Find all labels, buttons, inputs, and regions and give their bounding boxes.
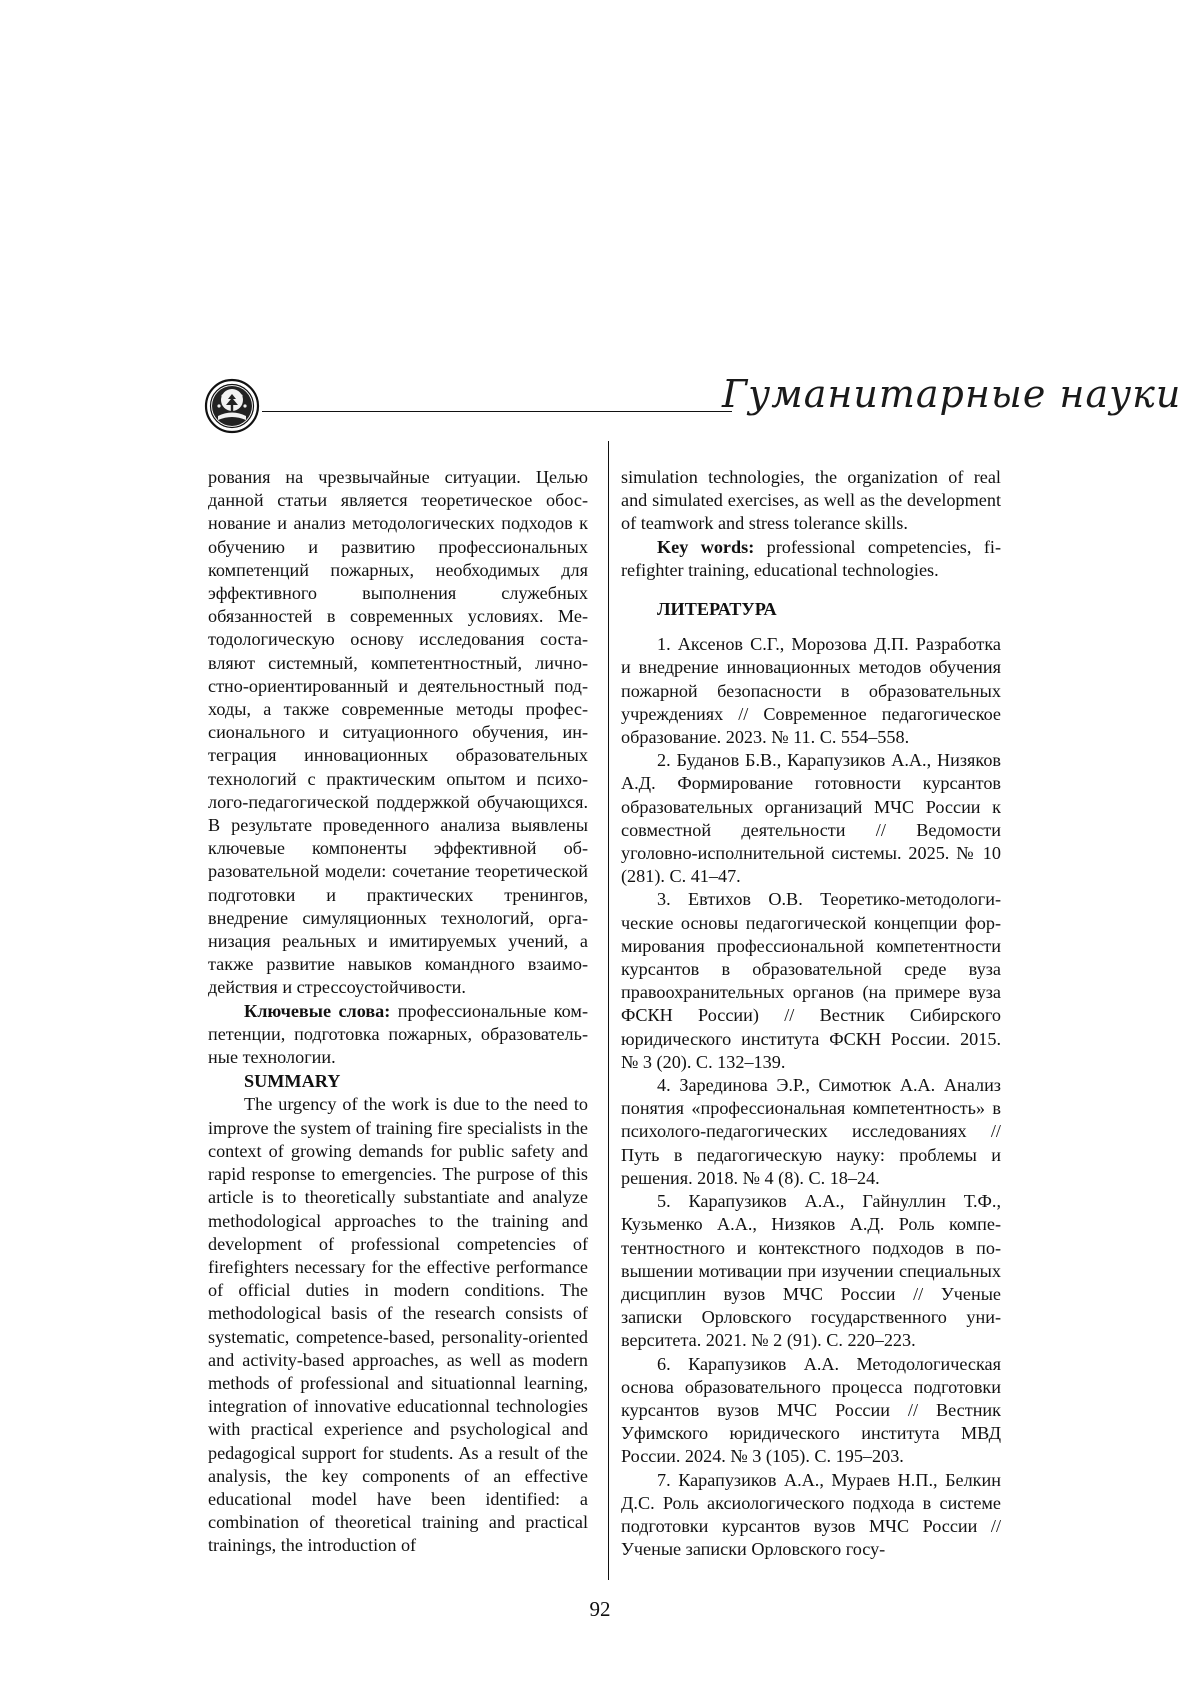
reference-item: 5. Карапузиков А.А., Гайнуллин Т.Ф., Кузьменко А.А., Низяков А.Д. Роль компетентностного и контекстного подходов в повышении мотивации при изучении специальных дисциплин вузов МЧС России // Ученые записки Орловского государственного университета. 2021. № 2 (91). С. 220–223.: [621, 1191, 1001, 1351]
summary-heading: SUMMARY: [244, 1071, 341, 1092]
column-divider: [608, 441, 609, 1580]
reference-item: 6. Карапузиков А.А. Методологическая основа образовательного процесса подготовки курсантов вузов МЧС России // Вестник Уфимского юридического института МВД России. 2024. № 3 (105). С. 195–203.: [621, 1353, 1001, 1467]
reference-item: 1. Аксенов С.Г., Морозова Д.П. Разработка и внедрение инновационных методов обучения пожарной безопасности в образовательных учреждениях // Современное педагогическое образование. 2023. № 11. С. 554–558.: [621, 634, 1001, 748]
reference-item: 3. Евтихов О.В. Теоретико-методологические основы педагогической концепции формирования профессиональной компетентности курсантов в образовательной среде вуза правоохранительных органов (на примере вуза ФСКН России) // Вестник Сибирского юридического института ФСКН России. 2015. № 3 (20). С. 132–139.: [621, 889, 1001, 1072]
running-header: [0, 0, 1200, 460]
reference-item: 4. Зарединова Э.Р., Симотюк А.А. Анализ понятия «профессиональная компетентность» в психолого-педагогических исследованиях // Путь в педагогическую науку: проблемы и решения. 2018. № 4 (8). С. 18–24.: [621, 1075, 1001, 1188]
reference-item: 7. Карапузиков А.А., Мураев Н.П., Белкин Д.С. Роль аксиологического подхода в системе подготовки курсантов вузов МЧС России // Ученые записки Орловского госу-: [621, 1469, 1001, 1560]
keywords-en-text: professional competencies, firefighter training, educational technologies.: [621, 536, 1001, 580]
section-title: Гуманитарные науки: [722, 372, 1182, 416]
keywords-ru: [208, 1000, 588, 1070]
right-column: [621, 466, 1001, 1561]
abstract-ru: рования на чрезвычайные ситуации. Целью данной статьи является теоретическое обоснование и анализ методологических подходов к обучению и развитию профессиональных компетенций пожарных, необходимых для эффективного выполнения служебных обязанностей в современных условиях. Методологическую основу исследования составляют системный, компетентностный, личностно-ориентированный и деятельностный подходы, а также современные методы профессионального и ситуационного обучения, интеграция инновационных образовательных технологий с практическим опытом и психолого-педагогической поддержкой обучающихся. В результате проведенного анализа выявлены ключевые компоненты эффективной образовательной модели: сочетание теоретической подготовки и практических тренингов, внедрение симуляционных технологий, организация реальных и имитируемых учений, а также развитие навыков командного взаимодействия и стрессоустойчивости.: [208, 467, 588, 998]
keywords-en-label: Key words:: [657, 536, 755, 557]
keywords-ru-text: профессиональные компетенции, подготовка пожарных, образовательные технологии.: [208, 1000, 588, 1068]
emblem-tree-icon: [204, 378, 260, 434]
reference-item: 2. Буданов Б.В., Карапузиков А.А., Низяков А.Д. Формирование готовности курсантов образовательных организаций МЧС России к совместной деятельности // Ведомости уголовно-исполнительной системы. 2025. № 10 (281). С. 41–47.: [621, 750, 1001, 887]
references-heading: ЛИТЕРАТУРА: [657, 599, 777, 620]
keywords-en: [621, 536, 1001, 582]
header-rule: [262, 411, 732, 412]
summary-continued: simulation technologies, the organization of real and simulated exercises, as well as the development of teamwork and stress tolerance skills.: [621, 467, 1001, 534]
summary-text: The urgency of the work is due to the need to improve the system of training fire specialists in the context of growing demands for public safety and rapid response to emergencies. The purpose of this article is to theoretically substantiate and analyze methodological approaches to the training and development of professional competencies of firefighters necessary for the effective performance of official duties in modern conditions. The methodological basis of the research consists of systematic, competence-based, personality-oriented and activity-based approaches, as well as modern methods of professional and situationnal learning, integration of innovative educationnal technologies with practical experience and psychological and pedagogical support for students. As a result of the analysis, the key components of an effective educational model have been identified: a combination of theoretical training and practical trainings, the introduction of: [208, 1094, 588, 1556]
page-number: 92: [589, 1597, 611, 1621]
keywords-ru-label: Ключевые слова:: [244, 1000, 391, 1021]
left-column: [208, 466, 588, 1558]
